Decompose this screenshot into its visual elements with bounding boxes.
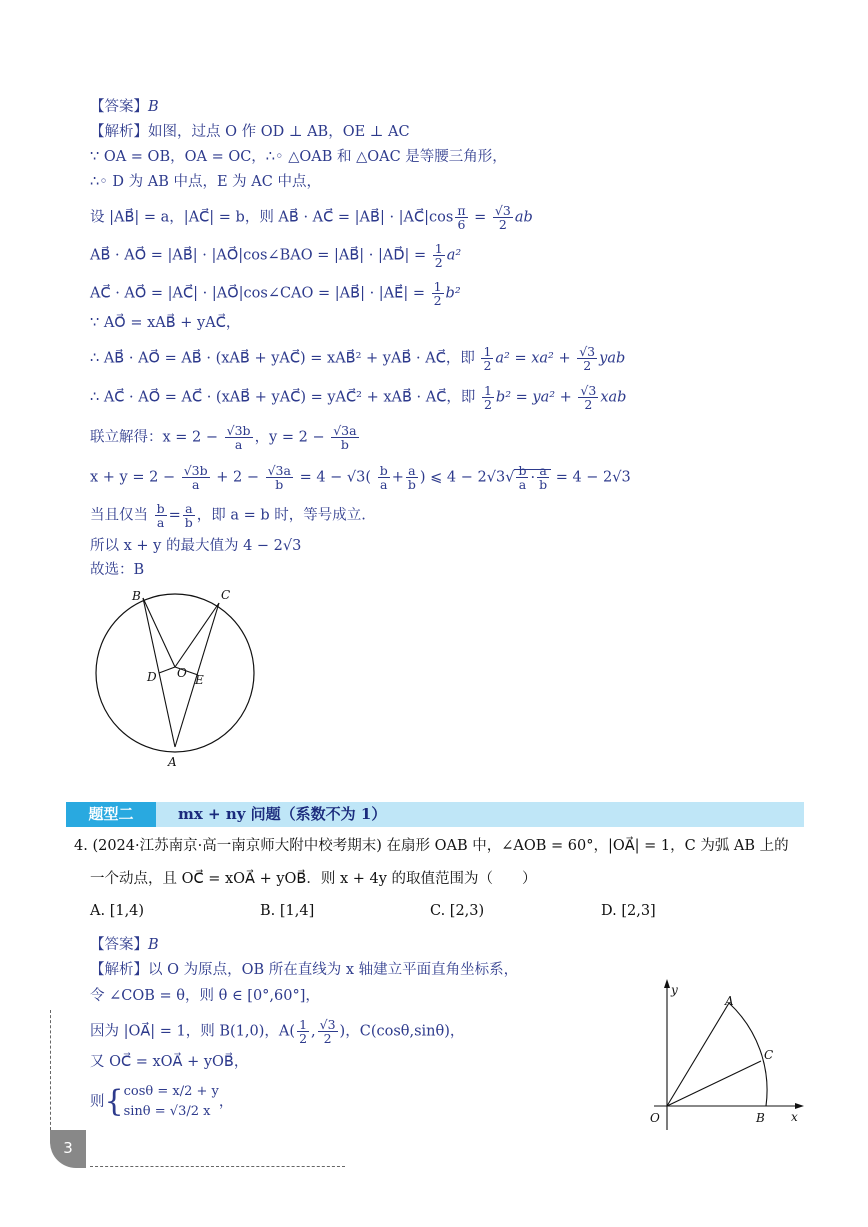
fraction [455,204,467,231]
analysis-text: 令 ∠COB = θ，则 θ ∈ [0°,60°]， [90,988,320,1004]
fraction [266,464,293,491]
analysis2-line-4 [90,1052,248,1072]
section-banner [66,802,804,827]
footer-dashed-line [90,1166,345,1167]
numerator: a [406,464,418,478]
analysis-text: ∴ AC⃗ · AO⃗ = AC⃗ · (xAB⃗ + yAC⃗) = yAC⃗² + xAB⃗ · AC⃗，即 [90,389,476,406]
denominator: b [340,437,349,452]
expr: = 4 − √3 [299,469,366,486]
denominator: 2 [433,293,442,308]
numerator: √3 [319,1017,336,1032]
fraction [155,502,167,529]
expr: b² [445,285,461,302]
analysis-text: AB⃗ · AO⃗ = |AB⃗| · |AO⃗|cos∠BAO = |AB⃗| · |AD⃗| = [90,247,427,264]
segment-od [159,667,175,673]
analysis-line-9 [90,384,626,411]
analysis-text: 联立解得：x = 2 − [90,429,219,446]
analysis2-line-5 [90,1082,233,1122]
analysis-line-12 [90,502,366,529]
analysis-line-2 [90,147,507,167]
segment-bo [143,598,175,667]
fraction [225,424,253,451]
answer-label: 【答案】 [90,937,148,953]
numerator: a [537,464,549,478]
fraction [318,1018,338,1045]
section-title: mx + ny 问题（系数不为 1） [178,805,387,823]
denominator: 2 [483,397,492,412]
denominator: b [184,515,193,530]
analysis-line-4 [90,204,533,231]
denominator: a [234,437,243,452]
label-o: O [177,666,187,680]
label-y: y [671,983,678,997]
expr: a² = xa² + [495,350,571,367]
numerator: √3b [183,463,208,478]
numerator: √3 [494,203,511,218]
label-d: D [147,670,157,684]
equation-system [124,1082,219,1122]
label-c: C [221,588,231,602]
equation: sinθ = √3/2 x [123,1104,211,1119]
denominator: a [191,477,200,492]
x-arrow-icon [795,1103,804,1109]
numerator: 1 [483,344,492,359]
fraction [183,502,195,529]
expr: ，即 a = b 时，等号成立. [196,507,366,524]
numerator: 1 [299,1017,308,1032]
analysis-text: 故选：B [90,562,145,578]
analysis2-line-1 [90,960,518,980]
analysis-text: 设 |AB⃗| = a，|AC⃗| = b，则 AB⃗ · AC⃗ = |AB⃗| · |AC⃗|cos [90,209,454,226]
fraction [482,384,494,411]
fraction [432,280,444,307]
fraction [577,345,597,372]
fraction [433,242,445,269]
analysis-text: ∴ AB⃗ · AO⃗ = AB⃗ · (xAB⃗ + yAC⃗) = xAB⃗² + yAB⃗ · AC⃗，即 [90,350,475,367]
option-a: A. [1,4) [90,903,145,919]
label-x: x [791,1110,798,1124]
equals: = [474,209,487,226]
denominator: 2 [584,397,593,412]
analysis-text: ∵ OA = OB，OA = OC，∴◦ △OAB 和 △OAC 是等腰三角形， [90,149,507,165]
analysis-line-5 [90,242,461,269]
circle-figure [88,585,263,775]
label-a: A [168,755,177,769]
fraction [481,345,493,372]
denominator: b [275,477,284,492]
analysis-text: ∴◦ D 为 AB 中点，E 为 AC 中点， [90,174,321,190]
circle [96,594,254,752]
option-c: C. [2,3) [430,903,485,919]
analysis2-line-2 [90,986,320,1006]
numerator: √3b [226,423,251,438]
denominator: 2 [434,255,443,270]
fraction [378,464,390,491]
segment-co [175,603,219,667]
label-b: B [756,1111,765,1125]
label-c: C [764,1048,774,1062]
analysis-text: x + y = 2 − [90,469,176,486]
analysis-line-1 [90,122,410,142]
expr: a² [446,247,462,264]
denominator: 2 [483,358,492,373]
expr: xab [600,389,627,406]
fraction [537,464,549,491]
sector-figure [640,975,810,1135]
denominator: a [156,515,165,530]
numerator: 1 [483,383,492,398]
fraction [182,464,210,491]
label-b: B [132,589,141,603]
numerator: b [518,463,527,478]
denominator: 2 [583,358,592,373]
numerator: b [379,463,388,478]
equals: = [168,507,181,524]
brace: { [104,1084,124,1119]
expr: ab [514,209,533,226]
analysis-line-14 [90,560,144,580]
analysis-label: 【解析】 [90,124,148,140]
numerator: √3 [579,344,596,359]
analysis-text: ∵ AO⃗ = xAB⃗ + yAC⃗， [90,315,241,331]
expr: ⩽ 4 − 2√3 [430,469,506,486]
denominator: 2 [299,1031,308,1046]
analysis-text: AC⃗ · AO⃗ = |AC⃗| · |AO⃗|cos∠CAO = |AB⃗| · |AE⃗| = [90,285,425,302]
numerator: 1 [434,241,443,256]
fraction [516,464,528,491]
analysis-text: ，C(cosθ,sinθ)， [345,1023,465,1040]
analysis-line-7 [90,313,240,333]
numerator: √3a [267,463,291,478]
analysis-line-3 [90,172,321,192]
expr: ，y = 2 − [254,429,325,446]
analysis-text: 则 [90,1094,105,1110]
denominator: b [407,477,416,492]
analysis-label: 【解析】 [90,962,148,978]
question-line-2: 一个动点，且 OC⃗ = xOA⃗ + yOB⃗．则 x + 4y 的取值范围为（ ） [90,871,537,887]
comma: ， [218,1094,234,1110]
answer2-line [90,935,159,955]
label-o: O [650,1111,660,1125]
denominator: a [379,477,388,492]
option-d: D. [2,3] [601,903,656,919]
expr: b² = ya² + [495,389,572,406]
arc-ab [729,1003,767,1106]
answer-value: B [148,937,159,953]
label-a: A [725,994,734,1008]
page-number: 3 [50,1130,86,1168]
expr: = 4 − 2√3 [555,469,631,486]
fraction [406,464,418,491]
analysis-text: 当且仅当 [90,507,148,524]
answer-value: B [148,99,159,115]
numerator: b [156,501,165,516]
numerator: 1 [433,279,442,294]
denominator: b [539,477,548,492]
denominator: a [518,477,527,492]
numerator: √3 [580,383,597,398]
section-tag: 题型二 [66,802,156,827]
equation: cosθ = x/2 + y [123,1084,219,1099]
analysis-line-6 [90,280,461,307]
fraction [578,384,598,411]
analysis-text: 如图，过点 O 作 OD ⊥ AB，OE ⊥ AC [148,124,410,140]
answer-line [90,97,159,117]
dot: · [530,469,536,486]
numerator: π [457,203,466,218]
fraction [331,424,358,451]
fraction [297,1018,309,1045]
analysis-text: 因为 |OA⃗| = 1，则 B(1,0)，A [90,1023,290,1040]
analysis-line-8 [90,345,625,372]
analysis-text: 又 OC⃗ = xOA⃗ + yOB⃗， [90,1054,249,1070]
margin-dashed-line [50,1010,51,1130]
answer-label: 【答案】 [90,99,148,115]
numerator: √3a [333,423,357,438]
expr: yab [599,350,626,367]
analysis-text: 所以 x + y 的最大值为 4 − 2√3 [90,538,302,554]
analysis-line-10 [90,424,361,451]
question-line-1: 4. (2024·江苏南京·高一南京师大附中校考期末) 在扇形 OAB 中，∠AOB = 60°，|OA⃗| = 1，C 为弧 AB 上的 [74,838,789,854]
numerator: a [183,502,195,516]
analysis-line-13 [90,536,301,556]
option-b: B. [1,4] [260,903,315,919]
fraction [493,204,513,231]
denominator: 2 [498,217,507,232]
denominator: 6 [457,217,466,232]
analysis-line-11: x + y = 2 − $\frac{√3b}{a}$ + 2 − $\frac{√3a}{b}$ = 4 − √3( $\frac{b}{a}$ + $\frac{a}{b}$ ) ⩽ 4 − 2√3√ $\frac{b}{a}$ · $\frac{a}{b}$ = 4 − 2√3 [90,463,631,492]
analysis-text: 以 O 为原点，OB 所在直线为 x 轴建立平面直角坐标系， [148,962,519,978]
expr: + 2 − [216,469,259,486]
y-arrow-icon [664,979,670,988]
analysis2-line-3: 因为 |OA⃗| = 1，则 B(1,0)，A( $\frac{1}{2}$ , $\frac{√3}{2}$ )，C(cosθ,sinθ)， [90,1017,465,1046]
denominator: 2 [323,1031,332,1046]
label-e: E [195,673,204,687]
